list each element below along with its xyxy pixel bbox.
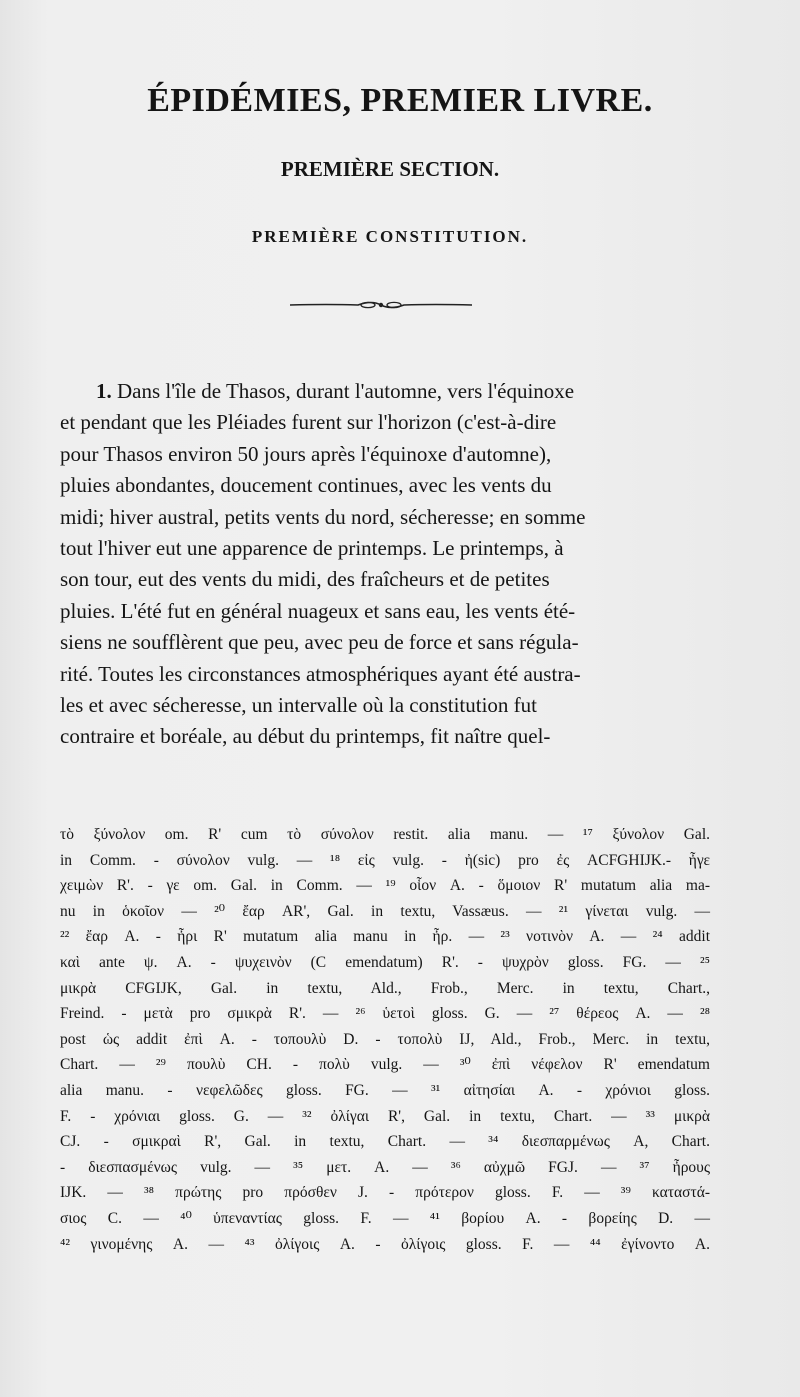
paragraph-line [60, 376, 714, 407]
footnote-line: χειμὼν R'. - γε om. Gal. in Comm. — ¹⁹ οἷον A. - ὅμοιον R' mutatum alia ma- [60, 877, 710, 895]
paragraph-line: rité. Toutes les circonstances atmosphériques ayant été austra- [60, 661, 581, 686]
page-title: ÉPIDÉMIES, PREMIER LIVRE. [147, 82, 653, 119]
footnote-line: τὸ ξύνολον om. R' cum τὸ σύνολον restit. alia manu. — ¹⁷ ξύνολον Gal. [60, 826, 710, 843]
paragraph-line: tout l'hiver eut une apparence de printemps. Le printemps, à [60, 536, 564, 561]
paragraph-line: contraire et boréale, au début du printemps, fit naître quel- [60, 724, 551, 749]
paragraph-line: pour Thasos environ 50 jours après l'équinoxe d'automne), [60, 441, 552, 466]
footnote-line: ²² ἔαρ A. - ἦρι R' mutatum alia manu in ἦρ. — ²³ νοτινὸν A. — ²⁴ addit [60, 928, 710, 946]
paragraph-line: et pendant que les Pléiades furent sur l'horizon (c'est-à-dire [60, 410, 557, 435]
footnote-line: - διεσπασμένως vulg. — ³⁵ μετ. A. — ³⁶ αὐχμῶ FGJ. — ³⁷ ἦρους [60, 1158, 710, 1176]
main-paragraph [60, 376, 714, 753]
paragraph-line: pluies. L'été fut en général nuageux et sans eau, les vents été- [60, 598, 576, 623]
footnote-line: post ὡς addit ἐπὶ A. - τοπουλὺ D. - τοπολὺ IJ, Ald., Frob., Merc. in textu, [60, 1030, 710, 1048]
section-heading: PREMIÈRE SECTION. [280, 157, 500, 181]
footnote-line: IJK. — ³⁸ πρώτης pro πρόσθεν J. - πρότερον gloss. F. — ³⁹ καταστά- [60, 1184, 710, 1202]
paragraph-number: 1. [96, 379, 112, 403]
footnote-line: in Comm. - σύνολον vulg. — ¹⁸ εἰς vulg. - ἠ(sic) pro ἐς ACFGHIJK.- ἦγε [60, 851, 710, 869]
paragraph-line: les et avec sécheresse, un intervalle où la constitution fut [60, 693, 538, 718]
paragraph-line: son tour, eut des vents du midi, des fraîcheurs et de petites [60, 567, 550, 592]
ornament-divider [288, 297, 474, 313]
footnote-line: σιος C. — ⁴⁰ ὑπεναντίας gloss. F. — ⁴¹ βορίου A. - βορείης D. — [60, 1209, 710, 1227]
paragraph-line: pluies abondantes, doucement continues, avec les vents du [60, 473, 552, 498]
footnote-line: Chart. — ²⁹ πουλὺ CH. - πολὺ vulg. — ³⁰ ἐπὶ νέφελον R' emendatum [60, 1056, 710, 1074]
footnote-line: nu in ὁκοῖον — ²⁰ ἔαρ AR', Gal. in textu, Vassæus. — ²¹ γίνεται vulg. — [60, 902, 710, 920]
footnotes [60, 822, 710, 1257]
footnote-line: μικρὰ CFGIJK, Gal. in textu, Ald., Frob., Merc. in textu, Chart., [60, 979, 710, 997]
paragraph-line: midi; hiver austral, petits vents du nord, sécheresse; en somme [60, 504, 586, 529]
footnote-line: CJ. - σμικραὶ R', Gal. in textu, Chart. — ³⁴ διεσπαρμένως A, Chart. [60, 1133, 710, 1151]
footnote-line: alia manu. - νεφελῶδες gloss. FG. — ³¹ αἰτησίαι A. - χρόνιοι gloss. [60, 1081, 710, 1099]
paragraph-line: siens ne soufflèrent que peu, avec peu de force et sans régula- [60, 630, 579, 655]
footnote-line: ⁴² γινομένης A. — ⁴³ ὀλίγοις A. - ὀλίγοις gloss. F. — ⁴⁴ ἐγίνοντο A. [60, 1235, 710, 1253]
footnote-line: καὶ ante ψ. A. - ψυχεινὸν (C emendatum) R'. - ψυχρὸν gloss. FG. — ²⁵ [60, 953, 710, 971]
footnote-line: F. - χρόνιαι gloss. G. — ³² ὀλίγαι R', Gal. in textu, Chart. — ³³ μικρὰ [60, 1107, 710, 1125]
subsection-heading: PREMIÈRE CONSTITUTION. [251, 227, 529, 246]
paragraph-line-text: Dans l'île de Thasos, durant l'automne, vers l'équinoxe [117, 379, 575, 403]
footnote-line: Freind. - μετὰ pro σμικρὰ R'. — ²⁶ ὑετοὶ gloss. G. — ²⁷ θέρεος A. — ²⁸ [60, 1005, 710, 1023]
